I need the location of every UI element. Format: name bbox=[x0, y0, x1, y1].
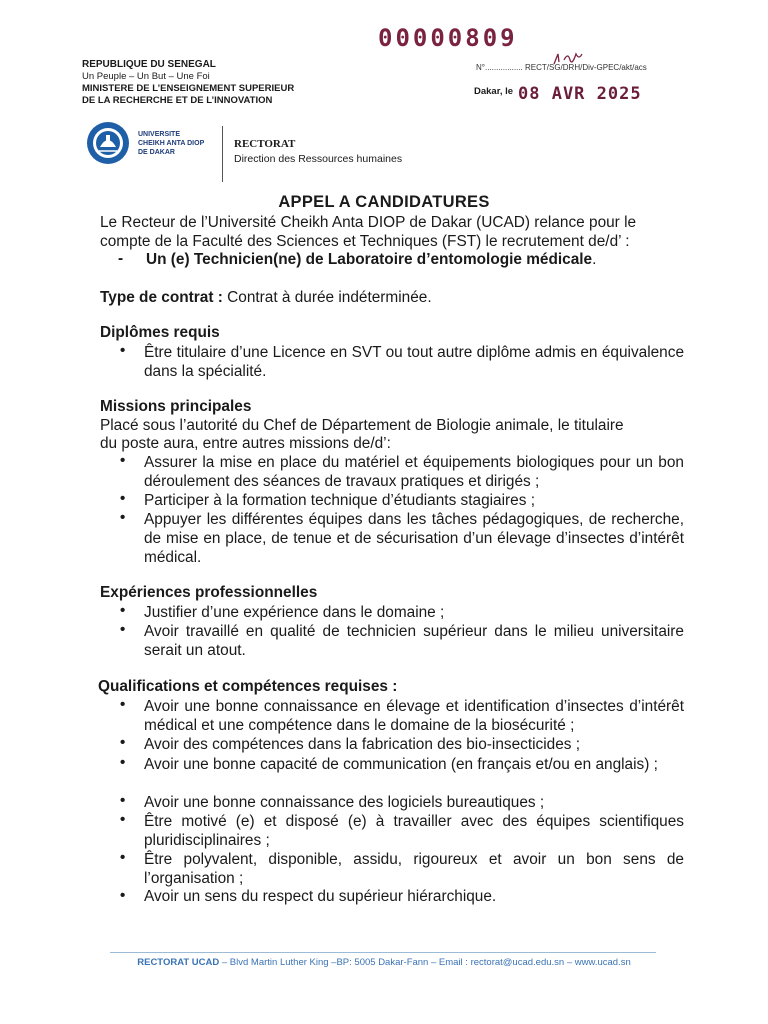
contract-type bbox=[100, 288, 432, 307]
qualifications-heading: Qualifications et compétences requises : bbox=[98, 678, 398, 695]
rectorat-label: RECTORAT bbox=[234, 138, 296, 150]
header-divider bbox=[222, 126, 223, 182]
intro-line-1: Le Recteur de l’Université Cheikh Anta DIOP de Dakar (UCAD) relance pour le bbox=[100, 214, 637, 231]
bullet-icon: • bbox=[120, 754, 126, 771]
diploma-item: Être titulaire d’une Licence en SVT ou tout autre diplôme admis en équivalence dans la spécialité. bbox=[144, 344, 684, 380]
direction-label: Direction des Ressources humaines bbox=[234, 153, 403, 165]
date-prefix: Dakar, le bbox=[474, 86, 514, 97]
mission-item: Assurer la mise en place du matériel et équipements biologiques pour un bon déroulement des séances de travaux pratiques et dirigés ; bbox=[144, 454, 684, 490]
experience-item: Avoir travaillé en qualité de technicien supérieur dans le milieu universitaire serait un atout. bbox=[144, 623, 684, 659]
bullet-icon: • bbox=[120, 696, 126, 713]
footer-divider bbox=[110, 952, 656, 953]
bullet-icon: • bbox=[120, 792, 126, 809]
ministry-line-2: DE LA RECHERCHE ET DE L’INNOVATION bbox=[82, 95, 273, 106]
qualification-item: Avoir une bonne capacité de communication (en français et/ou en anglais) ; bbox=[144, 756, 658, 773]
missions-intro-line-1: Placé sous l’autorité du Chef de Département de Biologie animale, le titulaire bbox=[100, 417, 624, 434]
missions-heading: Missions principales bbox=[100, 398, 252, 415]
missions-intro-line-2: du poste aura, entre autres missions de/d’: bbox=[100, 435, 391, 452]
diplomas-heading: Diplômes requis bbox=[100, 324, 220, 341]
qualification-item: Être motivé (e) et disposé (e) à travailler avec des équipes scientifiques pluridisciplinaires ; bbox=[144, 813, 684, 849]
qualification-item: Avoir une bonne connaissance en élevage et identification d’insectes d’intérêt médical et une compétence dans le domaine de la biosécurité ; bbox=[144, 698, 684, 734]
bullet-icon: • bbox=[120, 849, 126, 866]
country-name: REPUBLIQUE DU SENEGAL bbox=[82, 59, 216, 70]
ministry-line-1: MINISTERE DE L’ENSEIGNEMENT SUPERIEUR bbox=[82, 83, 295, 94]
document-title: APPEL A CANDIDATURES bbox=[278, 193, 490, 211]
qualification-item: Être polyvalent, disponible, assidu, rigoureux et avoir un bon sens de l’organisation ; bbox=[144, 851, 684, 887]
ucad-logo-icon bbox=[86, 121, 130, 165]
mission-item: Appuyer les différentes équipes dans les tâches pédagogiques, de recherche, de mise en place, de tenue et de sécurisation d’un élevage d’insectes d’intérêt médical. bbox=[144, 511, 684, 566]
registration-stamp-number: 00000809 bbox=[378, 24, 518, 52]
university-name-line-3: DE DAKAR bbox=[138, 149, 175, 156]
university-name-line-2: CHEIKH ANTA DIOP bbox=[138, 140, 205, 147]
bullet-icon: • bbox=[120, 602, 126, 619]
bullet-icon: • bbox=[120, 887, 126, 904]
bullet-icon: • bbox=[120, 811, 126, 828]
issuer-header bbox=[82, 59, 294, 107]
mission-item: Participer à la formation technique d’étudiants stagiaires ; bbox=[144, 492, 535, 509]
qualification-item: Avoir un sens du respect du supérieur hiérarchique. bbox=[144, 888, 497, 905]
qualification-item: Avoir une bonne connaissance des logiciels bureautiques ; bbox=[144, 794, 545, 811]
contract-type-value: Contrat à durée indéterminée. bbox=[227, 289, 432, 306]
bullet-icon: • bbox=[120, 342, 126, 359]
contract-type-label: Type de contrat : bbox=[100, 289, 223, 306]
footer-label: RECTORAT UCAD bbox=[137, 957, 220, 968]
national-motto: Un Peuple – Un But – Une Foi bbox=[82, 71, 210, 82]
footer bbox=[0, 957, 768, 968]
university-name bbox=[138, 130, 204, 157]
footer-address: – Blvd Martin Luther King –BP: 5005 Dakar-Fann – Email : rectorat@ucad.edu.sn – www.ucad.sn bbox=[219, 957, 631, 968]
bullet-icon: • bbox=[120, 734, 126, 751]
bullet-icon: • bbox=[120, 490, 126, 507]
intro-line-2: compte de la Faculté des Sciences et Techniques (FST) le recrutement de/d’ : bbox=[100, 233, 630, 250]
experience-heading: Expériences professionnelles bbox=[100, 584, 318, 601]
position-title-text: Un (e) Technicien(ne) de Laboratoire d’entomologie médicale bbox=[146, 251, 593, 268]
position-title: Un (e) Technicien(ne) de Laboratoire d’entomologie médicale. bbox=[146, 251, 597, 268]
bullet-icon: • bbox=[120, 452, 126, 469]
reference-number: N°................. RECT/SG/DRH/Div-GPEC/akt/acs bbox=[476, 63, 647, 72]
qualification-item: Avoir des compétences dans la fabrication des bio-insecticides ; bbox=[144, 736, 581, 753]
experience-item: Justifier d’une expérience dans le domaine ; bbox=[144, 604, 445, 621]
position-dash: - bbox=[118, 250, 124, 267]
bullet-icon: • bbox=[120, 621, 126, 638]
university-name-line-1: UNIVERSITE bbox=[138, 131, 181, 138]
date-stamp: 08 AVR 2025 bbox=[518, 84, 642, 104]
bullet-icon: • bbox=[120, 509, 126, 526]
